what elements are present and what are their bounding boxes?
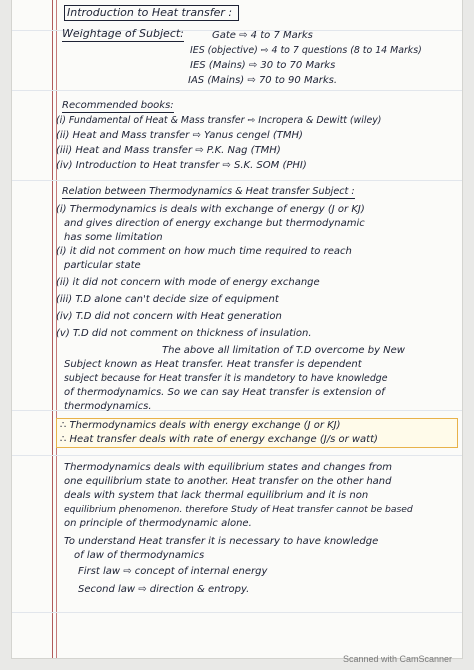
note-line: Second law ⇨ direction & entropy.	[78, 584, 250, 595]
books-heading: Recommended books:	[62, 100, 174, 111]
relation-line: and gives direction of energy exchange but thermodynamic	[64, 218, 365, 229]
relation-line: subject because for Heat transfer it is mandetory to have knowledge	[64, 373, 388, 384]
note-line: To understand Heat transfer it is necessary to have knowledge	[64, 536, 379, 547]
book-item: (iii) Heat and Mass transfer ⇨ P.K. Nag (TMH)	[56, 145, 281, 156]
relation-line: (ii) it did not concern with mode of energy exchange	[56, 277, 320, 288]
relation-line: thermodynamics.	[64, 401, 152, 412]
note-line: Thermodynamics deals with equilibrium states and changes from	[64, 462, 392, 473]
relation-line: (iv) T.D did not concern with Heat generation	[56, 311, 282, 322]
relation-line: has some limitation	[64, 232, 163, 243]
book-item: (i) Fundamental of Heat & Mass transfer ⇨ Incropera & Dewitt (wiley)	[56, 115, 382, 126]
relation-line: The above all limitation of T.D overcome by New	[162, 345, 405, 356]
weightage-heading: Weightage of Subject:	[62, 27, 184, 40]
note-line: First law ⇨ concept of internal energy	[78, 566, 268, 577]
book-item: (iv) Introduction to Heat transfer ⇨ S.K. SOM (PHI)	[56, 160, 307, 171]
note-line: of law of thermodynamics	[74, 550, 205, 561]
page-title: Introduction to Heat transfer :	[64, 5, 239, 21]
weightage-row: IAS (Mains) ⇨ 70 to 90 Marks.	[188, 75, 338, 86]
note-line: equilibrium phenomenon. therefore Study of Heat transfer cannot be based	[64, 504, 413, 515]
ruled-line	[12, 612, 462, 613]
notebook-page	[12, 0, 462, 658]
relation-line: of thermodynamics. So we can say Heat transfer is extension of	[64, 387, 385, 398]
book-item: (ii) Heat and Mass transfer ⇨ Yanus cengel (TMH)	[56, 130, 303, 141]
weightage-row: IES (Mains) ⇨ 30 to 70 Marks	[190, 60, 336, 71]
highlight-line: ∴ Heat transfer deals with rate of energy exchange (J/s or watt)	[60, 434, 378, 445]
note-line: one equilibrium state to another. Heat transfer on the other hand	[64, 476, 392, 487]
relation-line: (i) it did not comment on how much time required to reach	[56, 246, 352, 257]
relation-line: particular state	[64, 260, 141, 271]
margin-line	[52, 0, 53, 658]
relation-heading: Relation between Thermodynamics & Heat transfer Subject :	[62, 186, 355, 197]
relation-line: (i) Thermodynamics is deals with exchange of energy (J or KJ)	[56, 204, 365, 215]
ruled-line	[12, 90, 462, 91]
relation-line: (iii) T.D alone can't decide size of equipment	[56, 294, 279, 305]
highlight-line: ∴ Thermodynamics deals with energy exchange (J or KJ)	[60, 420, 341, 431]
scanner-watermark: Scanned with CamScanner	[342, 654, 452, 664]
note-line: deals with system that lack thermal equilibrium and it is non	[64, 490, 369, 501]
weightage-row: Gate ⇨ 4 to 7 Marks	[212, 30, 313, 41]
ruled-line	[12, 455, 462, 456]
relation-line: Subject known as Heat transfer. Heat transfer is dependent	[64, 359, 362, 370]
ruled-line	[12, 180, 462, 181]
note-line: on principle of thermodynamic alone.	[64, 518, 252, 529]
weightage-row: IES (objective) ⇨ 4 to 7 questions (8 to 14 Marks)	[190, 45, 422, 56]
relation-line: (v) T.D did not comment on thickness of insulation.	[56, 328, 312, 339]
